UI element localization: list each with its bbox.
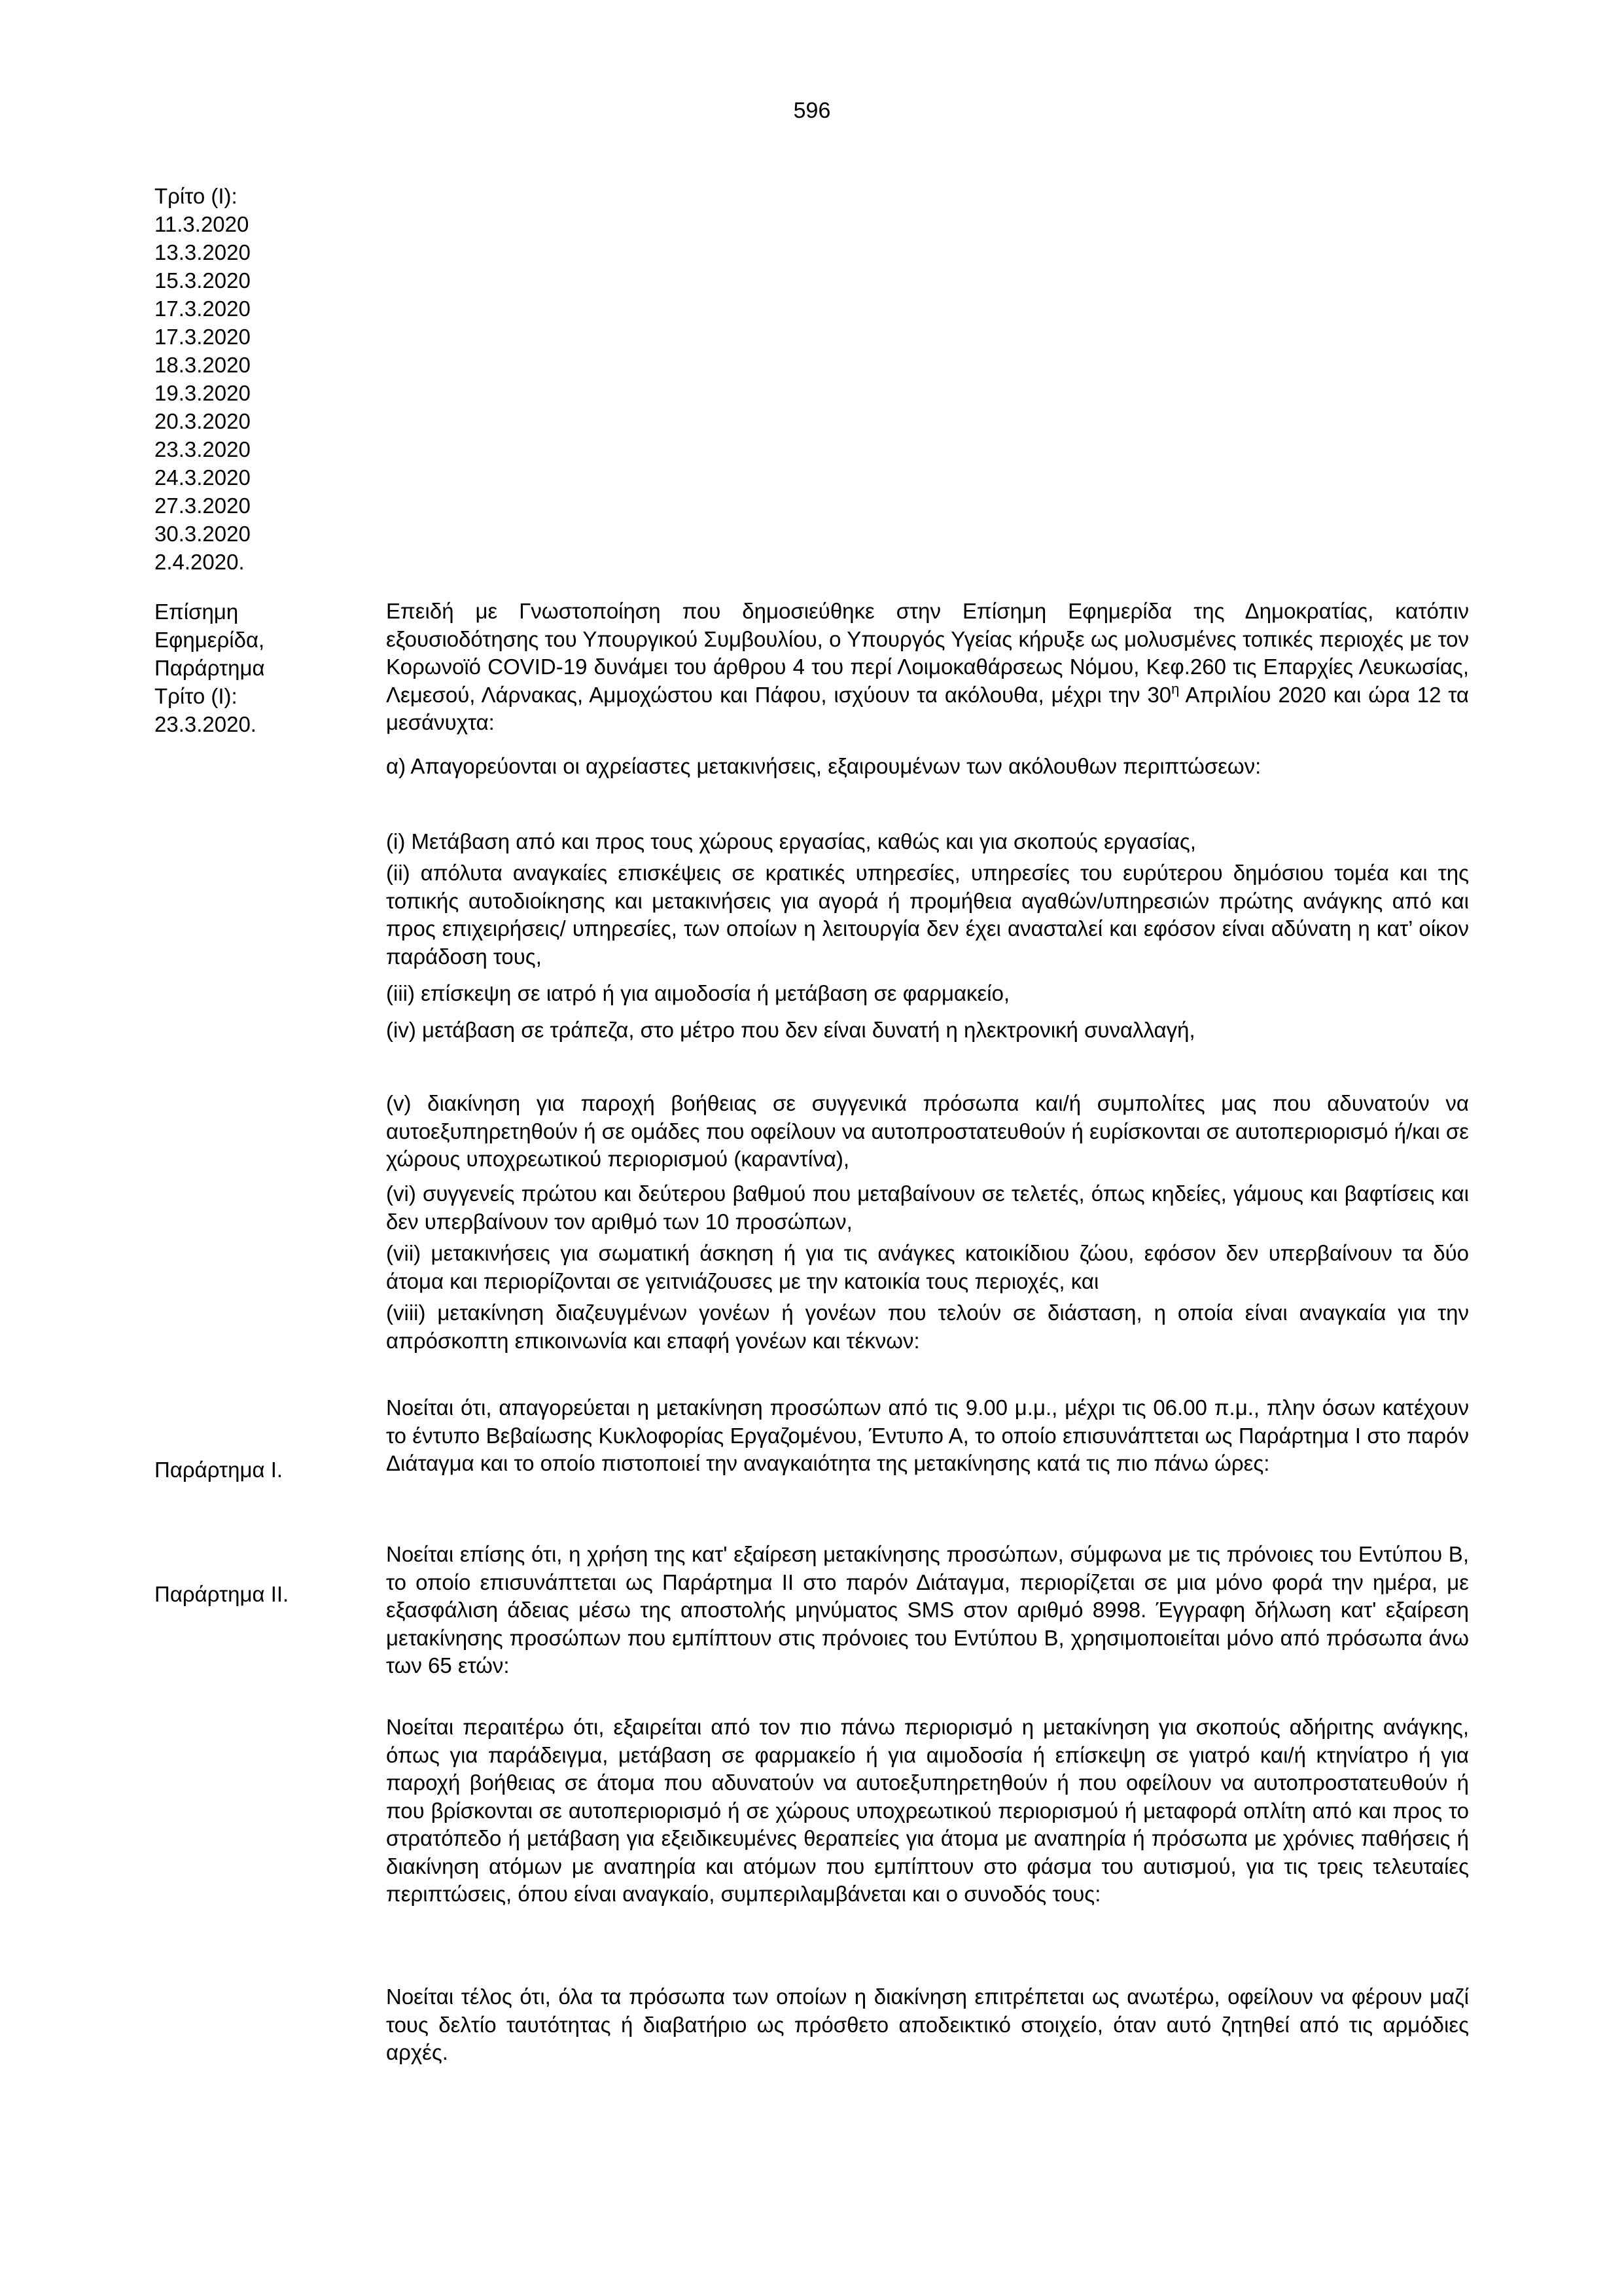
- exception-item: (iv) μετάβαση σε τράπεζα, στο μέτρο που δεν είναι δυνατή η ηλεκτρονική συναλλαγή,: [386, 1018, 1195, 1042]
- margin-date-line: 23.3.2020: [154, 437, 251, 461]
- margin-date-line: 15.3.2020: [154, 268, 251, 293]
- margin-date-line: 24.3.2020: [154, 465, 251, 490]
- proviso-paragraph: Νοείται επίσης ότι, η χρήση της κατ' εξαίρεση μετακίνησης προσώπων, σύμφωνα με τις πρόνοιες του Εντύπου Β, το οποίο επισυνάπτεται ως Παράρτημα ΙΙ στο παρόν Διάταγμα, περιορίζεται σε μια μόνο φορά την ημέρα, με εξασφάλιση άδειας μέσω της αποστολής μηνύματος SMS στον αριθμό 8998. Έγγραφη δήλωση κατ' εξαίρεση μετακίνησης προσώπων που εμπίπτουν στις πρόνοιες του Εντύπου Β, χρησιμοποιείται μόνο από πρόσωπα άνω των 65 ετών:: [386, 1542, 1469, 1677]
- intro-text-end: Απριλίου 2020 και ώρα 12 τα μεσάνυχτα:: [386, 682, 1469, 734]
- page-number: 596: [793, 98, 831, 123]
- margin-date-line: 17.3.2020: [154, 325, 251, 349]
- margin-date-line: 13.3.2020: [154, 240, 251, 264]
- margin-date-line: 30.3.2020: [154, 522, 251, 546]
- margin-gazette-line: Εφημερίδα,: [154, 628, 265, 652]
- margin-annex-2: Παράρτημα ΙΙ.: [154, 1582, 289, 1606]
- exception-item: (vi) συγγενείς πρώτου και δεύτερου βαθμού που μεταβαίνουν σε τελετές, όπως κηδείες, γάμους και βαφτίσεις και δεν υπερβαίνουν τον αριθμό των 10 προσώπων,: [386, 1181, 1469, 1234]
- margin-date-line: 19.3.2020: [154, 381, 251, 405]
- margin-date-line: 20.3.2020: [154, 409, 251, 433]
- intro-superscript: η: [1171, 680, 1180, 697]
- proviso-paragraph: Νοείται τέλος ότι, όλα τα πρόσωπα των οποίων η διακίνηση επιτρέπεται ως ανωτέρω, οφείλουν να φέρουν μαζί τους δελτίο ταυτότητας ή διαβατήριο ως πρόσθετο αποδεικτικό στοιχείο, όταν αυτό ζητηθεί από τις αρμόδιες αρχές.: [386, 1984, 1469, 2064]
- intro-text: Επειδή με Γνωστοποίηση που δημοσιεύθηκε στην Επίσημη Εφημερίδα της Δημοκρατίας, κατόπιν εξουσιοδότησης του Υπουργικού Συμβουλίου, ο Υπουργός Υγείας κήρυξε ως μολυσμένες τοπικές περιοχές με τον Κορωνοϊό COVID-19 δυνάμει του άρθρου 4 του περί Λοιμοκαθάρσεως Νόμου, Κεφ.260 τις Επαρχίες Λευκωσίας, Λεμεσού, Λάρνακας, Αμμοχώστου και Πάφου, ισχύουν τα ακόλουθα, μέχρι την 30: [386, 599, 1469, 707]
- exception-item: (v) διακίνηση για παροχή βοήθειας σε συγγενικά πρόσωπα και/ή συμπολίτες μας που αδυνατούν να αυτοεξυπηρετηθούν ή σε ομάδες που οφείλουν να αυτοπροστατευθούν ή ευρίσκονται σε αυτοπεριορισμό ή/και σε χώρους υποχρεωτικού περιορισμού (καραντίνα),: [386, 1091, 1469, 1171]
- margin-annex-1: Παράρτημα Ι.: [154, 1458, 283, 1482]
- exception-item: (iii) επίσκεψη σε ιατρό ή για αιμοδοσία ή μετάβαση σε φαρμακείο,: [386, 981, 1010, 1005]
- exception-item: (vii) μετακινήσεις για σωματική άσκηση ή για τις ανάγκες κατοικίδιου ζώου, εφόσον δεν υπερβαίνουν τα δύο άτομα και περιορίζονται σε γειτνιάζουσες με την κατοικία τους περιοχές, και: [386, 1241, 1469, 1293]
- exception-item: (i) Μετάβαση από και προς τους χώρους εργασίας, καθώς και για σκοπούς εργασίας,: [386, 829, 1196, 853]
- exception-item: (ii) απόλυτα αναγκαίες επισκέψεις σε κρατικές υπηρεσίες, υπηρεσίες του ευρύτερου δημόσιου τομέα και της τοπικής αυτοδιοίκησης και μετακινήσεις για αγορά ή προμήθεια αγαθών/υπηρεσιών πρώτης ανάγκης από και προς επιχειρήσεις/ υπηρεσίες, των οποίων η λειτουργία δεν έχει ανασταλεί και εφόσον είναι αδύνατη η κατ’ οίκον παράδοση τους,: [386, 861, 1469, 969]
- margin-gazette-reference: [154, 598, 351, 738]
- margin-gazette-line: 23.3.2020.: [154, 712, 256, 736]
- margin-date-line: 11.3.2020: [154, 212, 249, 236]
- margin-gazette-line: Επίσημη: [154, 600, 239, 624]
- exception-item: (viii) μετακίνηση διαζευγμένων γονέων ή γονέων που τελούν σε διάσταση, η οποία είναι αναγκαία για την απρόσκοπτη επικοινωνία και επαφή γονέων και τέκνων:: [386, 1300, 1469, 1353]
- margin-date-line: 18.3.2020: [154, 353, 251, 377]
- margin-date-line: 17.3.2020: [154, 296, 251, 321]
- margin-gazette-line: Τρίτο (Ι):: [154, 684, 238, 708]
- margin-date-line: Τρίτο (Ι):: [154, 184, 238, 208]
- margin-gazette-line: Παράρτημα: [154, 656, 265, 680]
- margin-date-line: 27.3.2020: [154, 493, 251, 518]
- margin-date-line: 2.4.2020.: [154, 550, 245, 574]
- proviso-paragraph: Νοείται ότι, απαγορεύεται η μετακίνηση προσώπων από τις 9.00 μ.μ., μέχρι τις 06.00 π.μ., πλην όσων κατέχουν το έντυπο Βεβαίωσης Κυκλοφορίας Εργαζομένου, Έντυπο Α, το οποίο επισυνάπτεται ως Παράρτημα Ι στο παρόν Διάταγμα και το οποίο πιστοποιεί την αναγκαιότητα της μετακίνησης κατά τις πιο πάνω ώρες:: [386, 1395, 1469, 1475]
- intro-paragraph: [386, 598, 1469, 737]
- proviso-paragraph: Νοείται περαιτέρω ότι, εξαιρείται από τον πιο πάνω περιορισμό η μετακίνηση για σκοπούς αδήριτης ανάγκης, όπως για παράδειγμα, μετάβαση σε φαρμακείο ή για αιμοδοσία ή επίσκεψη σε γιατρό και/ή κτηνίατρο ή για παροχή βοήθειας σε άτομα που αδυνατούν να αυτοεξυπηρετηθούν ή που οφείλουν να αυτοπροστατευθούν ή που βρίσκονται σε αυτοπεριορισμό ή σε χώρους υποχρεωτικού περιορισμού ή μεταφορά οπλίτη από και προς το στρατόπεδο ή μετάβαση για εξειδικευμένες θεραπείες για άτομα με αναπηρία ή πρόσωπα με χρόνιες παθήσεις ή διακίνηση ατόμων με αναπηρία και ατόμων που εμπίπτουν στο φάσμα του αυτισμού, για τις τρεις τελευταίες περιπτώσεις, όπου είναι αναγκαίο, συμπεριλαμβάνεται και ο συνοδός τους:: [386, 1715, 1469, 1906]
- margin-date-list: [154, 182, 416, 576]
- clause-a: α) Απαγορεύονται οι αχρείαστες μετακινήσεις, εξαιρουμένων των ακόλουθων περιπτώσεων:: [386, 754, 1262, 778]
